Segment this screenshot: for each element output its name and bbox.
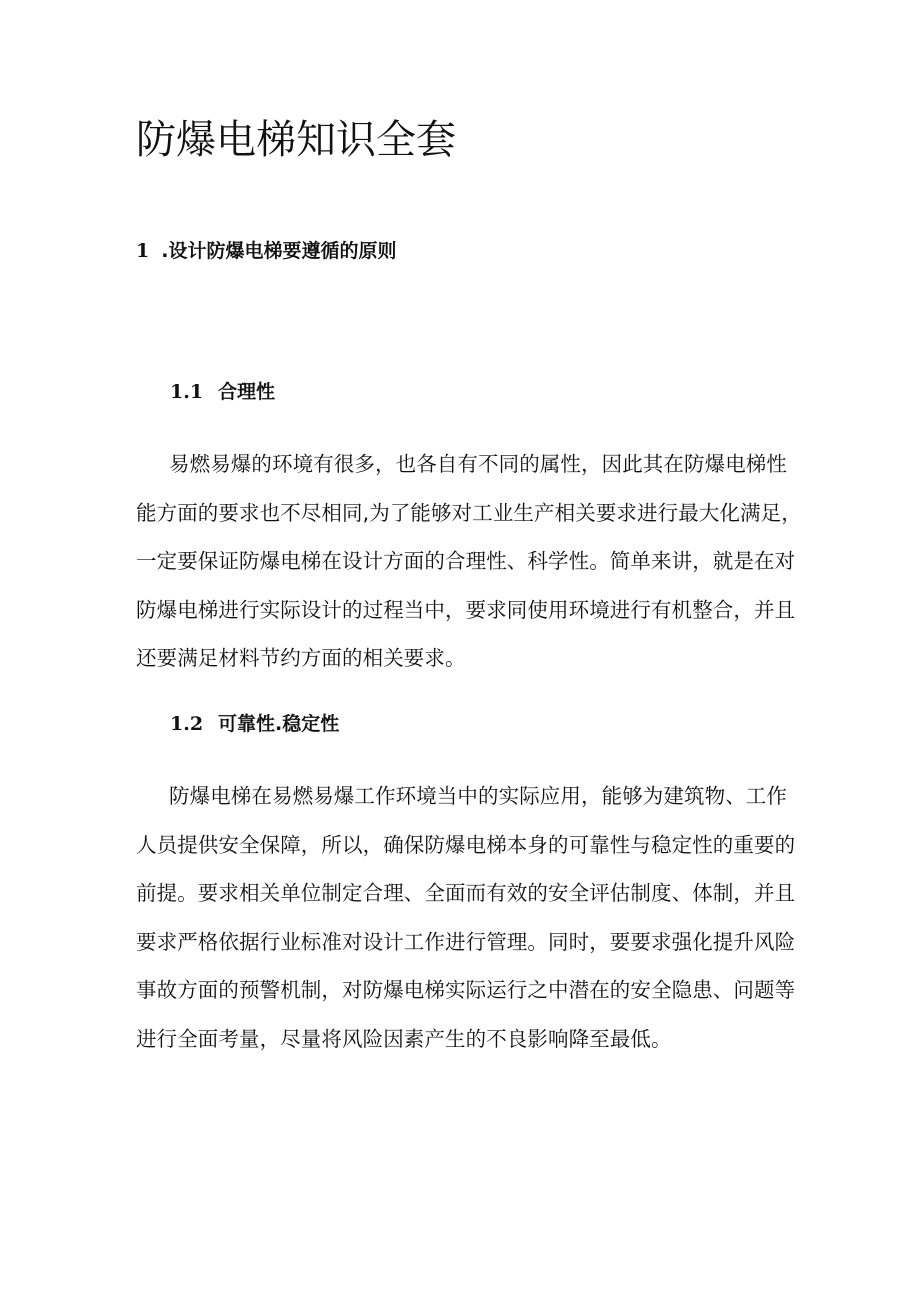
section-1-title: .设计防爆电梯要遵循的原则 <box>161 240 397 262</box>
section-1-2-heading <box>170 709 339 739</box>
paragraph-line: 防爆电梯在易燃易爆工作环境当中的实际应用，能够为建筑物、工作 <box>169 784 787 808</box>
paragraph-line: 要求严格依据行业标准对设计工作进行管理。同时，要要求强化提升风险 <box>136 929 796 954</box>
section-1-2-paragraph <box>136 772 795 1064</box>
section-1-1-paragraph <box>136 440 802 683</box>
document-title: 防爆电梯知识全套 <box>136 117 456 163</box>
section-1-1-number: 1.1 <box>170 381 204 403</box>
paragraph-line: 事故方面的预警机制，对防爆电梯实际运行之中潜在的安全隐患、问题等 <box>136 978 796 1003</box>
section-1-number: 1 <box>136 240 150 262</box>
section-1-2-number: 1.2 <box>170 713 204 735</box>
paragraph-line: 一定要保证防爆电梯在设计方面的合理性、科学性。简单来讲，就是在对 <box>136 549 796 574</box>
section-1-1-heading <box>170 377 275 407</box>
paragraph-line: 防爆电梯进行实际设计的过程当中，要求同使用环境进行有机整合，并且 <box>136 597 796 622</box>
section-1-2-title: 可靠性.稳定性 <box>218 713 340 735</box>
paragraph-line: 能方面的要求也不尽相同,为了能够对工业生产相关要求进行最大化满足， <box>136 500 802 525</box>
paragraph-line: 人员提供安全保障，所以，确保防爆电梯本身的可靠性与稳定性的重要的 <box>136 832 796 857</box>
paragraph-line: 还要满足材料节约方面的相关要求。 <box>136 646 466 671</box>
paragraph-line: 进行全面考量，尽量将风险因素产生的不良影响降至最低。 <box>136 1026 672 1051</box>
section-1-1-title: 合理性 <box>218 381 276 403</box>
paragraph-line: 前提。要求相关单位制定合理、全面而有效的安全评估制度、体制，并且 <box>136 881 796 906</box>
section-1-heading <box>136 236 396 266</box>
paragraph-line: 易燃易爆的环境有很多，也各自有不同的属性，因此其在防爆电梯性 <box>169 452 787 476</box>
